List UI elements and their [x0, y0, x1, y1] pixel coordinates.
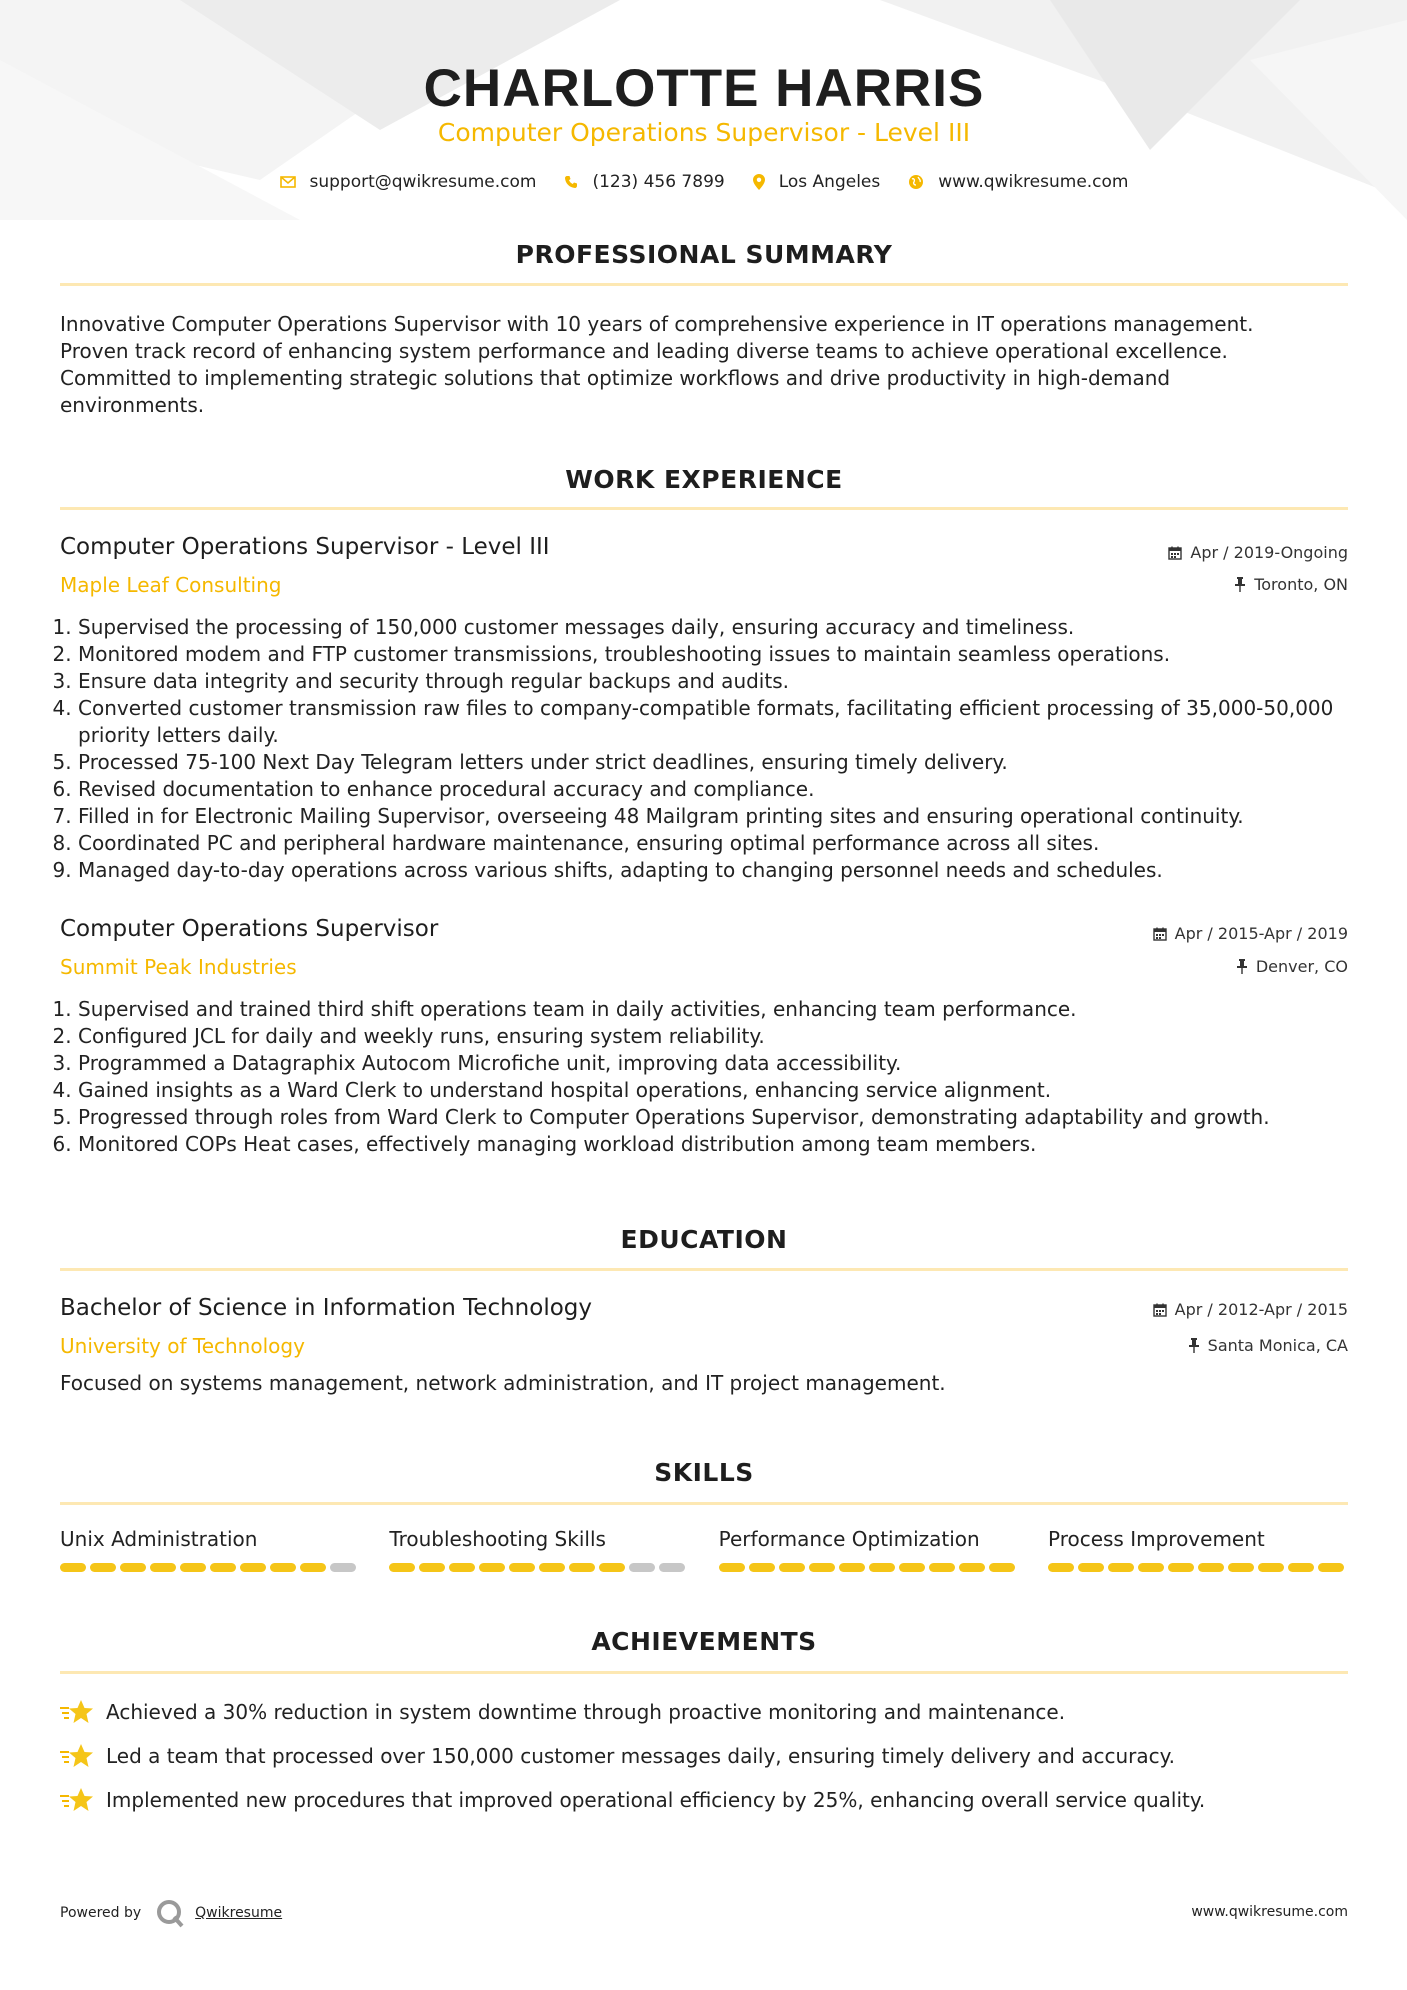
experience-heading: WORK EXPERIENCE: [565, 465, 843, 494]
skill-dot-filled: [1078, 1563, 1104, 1572]
achievements-rule: [60, 1671, 1348, 1674]
skill-dot-filled: [300, 1563, 326, 1572]
contact-row: [60, 172, 1348, 192]
skill-item: [719, 1527, 1019, 1572]
contact-location: [753, 172, 881, 192]
skill-dot-filled: [270, 1563, 296, 1572]
qwikresume-link[interactable]: Qwikresume: [195, 1905, 283, 1921]
job-bullet: 5. Progressed through roles from Ward Clerk to Computer Operations Supervisor, demonstrating adaptability and growth.: [78, 1104, 1368, 1131]
skill-rating: [389, 1563, 689, 1572]
education-rule: [60, 1268, 1348, 1271]
calendar-icon: [1153, 1303, 1167, 1317]
job-dates-text: Apr / 2015-Apr / 2019: [1174, 924, 1348, 943]
job-bullet: 9. Managed day-to-day operations across various shifts, adapting to changing personnel needs and schedules.: [78, 857, 1368, 884]
job-bullet: 4. Gained insights as a Ward Clerk to understand hospital operations, enhancing service alignment.: [78, 1077, 1368, 1104]
skill-dot-filled: [959, 1563, 985, 1572]
powered-by-label: Powered by: [60, 1905, 142, 1921]
contact-website-text: www.qwikresume.com: [938, 172, 1129, 192]
skill-dot-filled: [779, 1563, 805, 1572]
job-company: Maple Leaf Consulting: [60, 573, 282, 597]
job-location-text: Toronto, ON: [1254, 575, 1348, 594]
job-company: Summit Peak Industries: [60, 955, 297, 979]
skill-dot-filled: [120, 1563, 146, 1572]
job-bullet: 6. Revised documentation to enhance procedural accuracy and compliance.: [78, 776, 1368, 803]
education-location-text: Santa Monica, CA: [1207, 1336, 1348, 1355]
degree-title: Bachelor of Science in Information Technology: [60, 1295, 592, 1321]
skill-dot-filled: [389, 1563, 415, 1572]
candidate-name: CHARLOTTE HARRIS: [423, 59, 985, 118]
skills-rule: [60, 1502, 1348, 1505]
candidate-title: Computer Operations Supervisor - Level III: [437, 118, 971, 147]
job-bullet: 1. Supervised and trained third shift operations team in daily activities, enhancing team performance.: [78, 996, 1368, 1023]
skill-dot-filled: [839, 1563, 865, 1572]
job-bullet: 5. Processed 75-100 Next Day Telegram letters under strict deadlines, ensuring timely delivery.: [78, 749, 1368, 776]
job-bullets: [60, 614, 1368, 884]
globe-icon: [908, 174, 924, 190]
skill-dot-filled: [180, 1563, 206, 1572]
skill-rating: [1048, 1563, 1348, 1572]
education-description: Focused on systems management, network administration, and IT project management.: [60, 1371, 946, 1395]
skill-dot-filled: [869, 1563, 895, 1572]
skill-item: [389, 1527, 689, 1572]
summary-heading: PROFESSIONAL SUMMARY: [515, 240, 893, 269]
job-bullet: 4. Converted customer transmission raw files to company-compatible formats, facilitating efficient processing of 35,000-50,000 priority letters daily.: [78, 695, 1368, 749]
pushpin-icon: [1234, 577, 1246, 592]
job-bullets: [60, 996, 1368, 1158]
map-pin-icon: [753, 174, 765, 190]
job-bullet: 2. Configured JCL for daily and weekly runs, ensuring system reliability.: [78, 1023, 1368, 1050]
pushpin-icon: [1236, 959, 1248, 974]
skill-name: Performance Optimization: [718, 1527, 980, 1551]
skill-dot-empty: [659, 1563, 685, 1572]
job-bullet: 3. Ensure data integrity and security through regular backups and audits.: [78, 668, 1368, 695]
footer-powered-by: [60, 1898, 282, 1928]
skill-dot-filled: [599, 1563, 625, 1572]
phone-icon: [564, 175, 578, 189]
skill-name: Troubleshooting Skills: [389, 1527, 606, 1551]
skill-item: [60, 1527, 360, 1572]
job-bullet: 7. Filled in for Electronic Mailing Supervisor, overseeing 48 Mailgram printing sites and ensuring operational continuity.: [78, 803, 1368, 830]
skill-dot-filled: [1138, 1563, 1164, 1572]
summary-line: environments.: [60, 393, 205, 417]
job-bullet: 3. Programmed a Datagraphix Autocom Microfiche unit, improving data accessibility.: [78, 1050, 1368, 1077]
contact-email-text: support@qwikresume.com: [309, 172, 537, 192]
achievement-text: Achieved a 30% reduction in system downtime through proactive monitoring and maintenance.: [106, 1700, 1066, 1724]
achievement-item: [60, 1698, 1348, 1726]
education-dates: [1153, 1300, 1348, 1319]
job-bullet: 6. Monitored COPs Heat cases, effectively managing workload distribution among team members.: [78, 1131, 1368, 1158]
skill-dot-filled: [569, 1563, 595, 1572]
job-bullet: 1. Supervised the processing of 150,000 customer messages daily, ensuring accuracy and timeliness.: [78, 614, 1368, 641]
skill-name: Unix Administration: [60, 1527, 258, 1551]
job-dates: [1168, 543, 1348, 562]
skill-dot-filled: [809, 1563, 835, 1572]
skill-item: [1048, 1527, 1348, 1572]
skill-rating: [719, 1563, 1019, 1572]
contact-location-text: Los Angeles: [778, 172, 881, 192]
skills-heading: SKILLS: [654, 1458, 754, 1487]
skills-list: [60, 1527, 1348, 1572]
skill-dot-filled: [1198, 1563, 1224, 1572]
job-location-text: Denver, CO: [1255, 957, 1348, 976]
skill-dot-filled: [449, 1563, 475, 1572]
skill-dot-filled: [1228, 1563, 1254, 1572]
star-icon: [60, 1786, 94, 1814]
skill-dot-filled: [419, 1563, 445, 1572]
skill-dot-filled: [749, 1563, 775, 1572]
contact-website[interactable]: [908, 172, 1128, 192]
job-title: Computer Operations Supervisor: [60, 916, 439, 942]
skill-dot-filled: [929, 1563, 955, 1572]
education-dates-text: Apr / 2012-Apr / 2015: [1174, 1300, 1348, 1319]
skill-dot-filled: [899, 1563, 925, 1572]
skill-dot-filled: [479, 1563, 505, 1572]
contact-phone-text: (123) 456 7899: [592, 172, 725, 192]
summary-text: [60, 311, 1348, 419]
job-location: [1234, 575, 1348, 594]
calendar-icon: [1168, 546, 1182, 560]
footer-website[interactable]: www.qwikresume.com: [1191, 1904, 1348, 1920]
qwikresume-logo-icon: [155, 1898, 185, 1928]
skill-name: Process Improvement: [1047, 1527, 1265, 1551]
skill-dot-filled: [150, 1563, 176, 1572]
skill-dot-filled: [1048, 1563, 1074, 1572]
job-location: [1236, 957, 1348, 976]
skill-dot-empty: [330, 1563, 356, 1572]
envelope-icon: [280, 176, 296, 188]
skill-dot-filled: [240, 1563, 266, 1572]
skill-dot-filled: [1288, 1563, 1314, 1572]
summary-line: Committed to implementing strategic solutions that optimize workflows and drive productivity in high-demand: [60, 366, 1171, 390]
skill-dot-filled: [509, 1563, 535, 1572]
pushpin-icon: [1188, 1338, 1200, 1353]
skill-dot-filled: [989, 1563, 1015, 1572]
job-dates-text: Apr / 2019-Ongoing: [1190, 543, 1348, 562]
skill-dot-filled: [1258, 1563, 1284, 1572]
job-bullet: 2. Monitored modem and FTP customer transmissions, troubleshooting issues to maintain seamless operations.: [78, 641, 1368, 668]
school-name: University of Technology: [60, 1334, 305, 1358]
summary-line: Proven track record of enhancing system performance and leading diverse teams to achieve operational excellence.: [60, 339, 1228, 363]
summary-rule: [60, 283, 1348, 286]
achievement-item: [60, 1786, 1348, 1814]
star-icon: [60, 1698, 94, 1726]
skill-dot-empty: [629, 1563, 655, 1572]
skill-dot-filled: [1108, 1563, 1134, 1572]
contact-email[interactable]: [280, 172, 537, 192]
contact-phone[interactable]: [564, 172, 724, 192]
skill-dot-filled: [60, 1563, 86, 1572]
job-dates: [1153, 924, 1348, 943]
summary-line: Innovative Computer Operations Supervisor with 10 years of comprehensive experience in IT operations management.: [60, 312, 1254, 336]
skill-dot-filled: [539, 1563, 565, 1572]
job-bullet: 8. Coordinated PC and peripheral hardware maintenance, ensuring optimal performance across all sites.: [78, 830, 1368, 857]
education-heading: EDUCATION: [620, 1225, 788, 1254]
skill-dot-filled: [1168, 1563, 1194, 1572]
skill-dot-filled: [210, 1563, 236, 1572]
achievement-item: [60, 1742, 1348, 1770]
skill-dot-filled: [1318, 1563, 1344, 1572]
achievements-heading: ACHIEVEMENTS: [591, 1627, 817, 1656]
calendar-icon: [1153, 927, 1167, 941]
achievement-text: Implemented new procedures that improved operational efficiency by 25%, enhancing overall service quality.: [106, 1788, 1206, 1812]
skill-dot-filled: [719, 1563, 745, 1572]
star-icon: [60, 1742, 94, 1770]
achievement-text: Led a team that processed over 150,000 customer messages daily, ensuring timely delivery and accuracy.: [106, 1744, 1175, 1768]
skill-dot-filled: [90, 1563, 116, 1572]
education-location: [1188, 1336, 1348, 1355]
job-title: Computer Operations Supervisor - Level III: [60, 534, 550, 560]
experience-rule: [60, 507, 1348, 510]
skill-rating: [60, 1563, 360, 1572]
